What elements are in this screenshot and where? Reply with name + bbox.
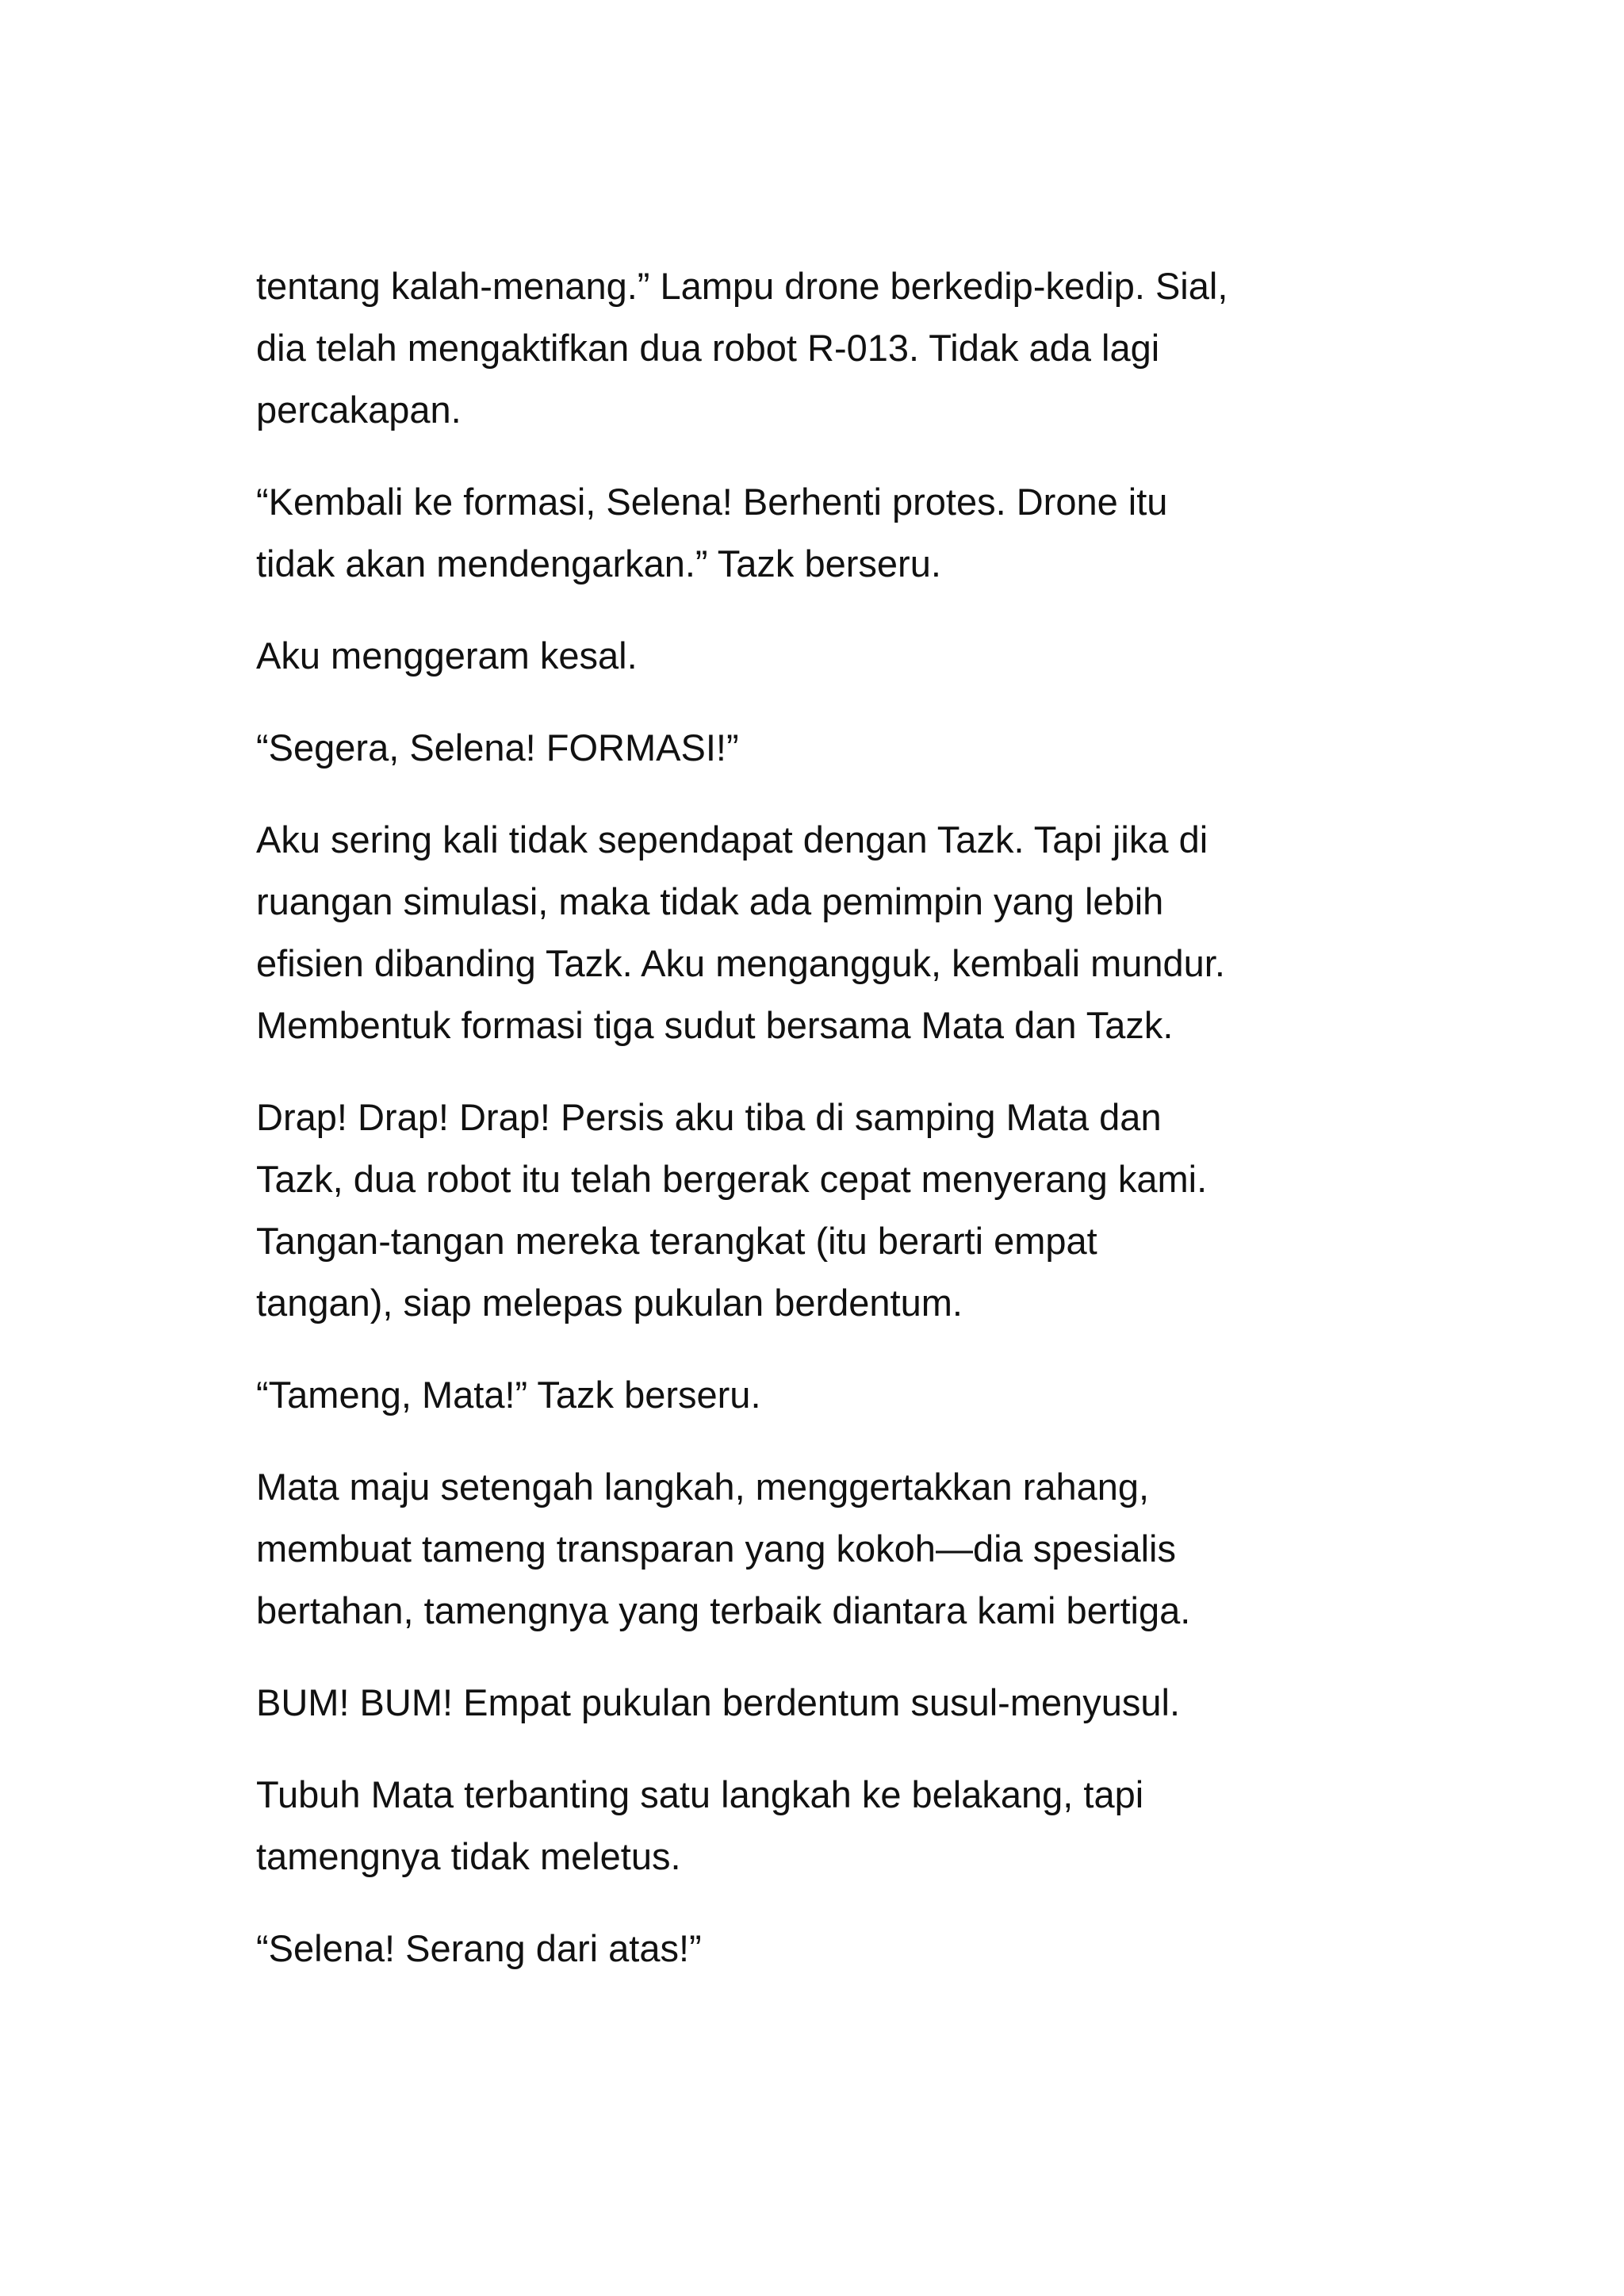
text-line: Aku menggeram kesal.: [256, 634, 638, 677]
text-line: membuat tameng transparan yang kokoh—dia spesialis: [256, 1527, 1176, 1570]
text-line: efisien dibanding Tazk. Aku mengangguk, kembali mundur.: [256, 942, 1225, 984]
paragraph: [256, 1087, 1382, 1334]
text-line: tangan), siap melepas pukulan berdentum.: [256, 1282, 963, 1324]
text-line: Mata maju setengah langkah, menggertakkan rahang,: [256, 1466, 1150, 1508]
text-line: Aku sering kali tidak sependapat dengan Tazk. Tapi jika di: [256, 818, 1208, 861]
paragraph: [256, 1456, 1382, 1642]
text-line: “Selena! Serang dari atas!”: [256, 1927, 702, 1969]
text-line: tidak akan mendengarkan.” Tazk berseru.: [256, 542, 941, 585]
paragraph: [256, 255, 1382, 441]
text-line: Membentuk formasi tiga sudut bersama Mata dan Tazk.: [256, 1004, 1174, 1046]
text-line: Tangan-tangan mereka terangkat (itu berarti empat: [256, 1220, 1097, 1262]
text-line: “Kembali ke formasi, Selena! Berhenti protes. Drone itu: [256, 481, 1168, 523]
paragraph: [256, 625, 1382, 687]
text-line: tamengnya tidak meletus.: [256, 1835, 681, 1877]
paragraph: [256, 1764, 1382, 1888]
text-line: dia telah mengaktifkan dua robot R-013. Tidak ada lagi: [256, 327, 1160, 369]
text-line: Tubuh Mata terbanting satu langkah ke belakang, tapi: [256, 1773, 1144, 1815]
text-line: tentang kalah-menang.” Lampu drone berkedip-kedip. Sial,: [256, 265, 1228, 307]
paragraph: [256, 1364, 1382, 1426]
text-line: “Tameng, Mata!” Tazk berseru.: [256, 1374, 761, 1416]
text-line: Drap! Drap! Drap! Persis aku tiba di samping Mata dan: [256, 1096, 1162, 1138]
body-text: [256, 255, 1382, 2010]
text-line: bertahan, tamengnya yang terbaik diantara kami bertiga.: [256, 1589, 1191, 1631]
paragraph: [256, 1918, 1382, 1980]
text-line: “Segera, Selena! FORMASI!”: [256, 726, 739, 769]
paragraph: [256, 717, 1382, 779]
text-line: ruangan simulasi, maka tidak ada pemimpin yang lebih: [256, 880, 1164, 922]
paragraph: [256, 471, 1382, 595]
text-line: BUM! BUM! Empat pukulan berdentum susul-menyusul.: [256, 1681, 1181, 1723]
text-line: percakapan.: [256, 389, 462, 431]
paragraph: [256, 809, 1382, 1056]
text-line: Tazk, dua robot itu telah bergerak cepat menyerang kami.: [256, 1158, 1208, 1200]
paragraph: [256, 1672, 1382, 1734]
